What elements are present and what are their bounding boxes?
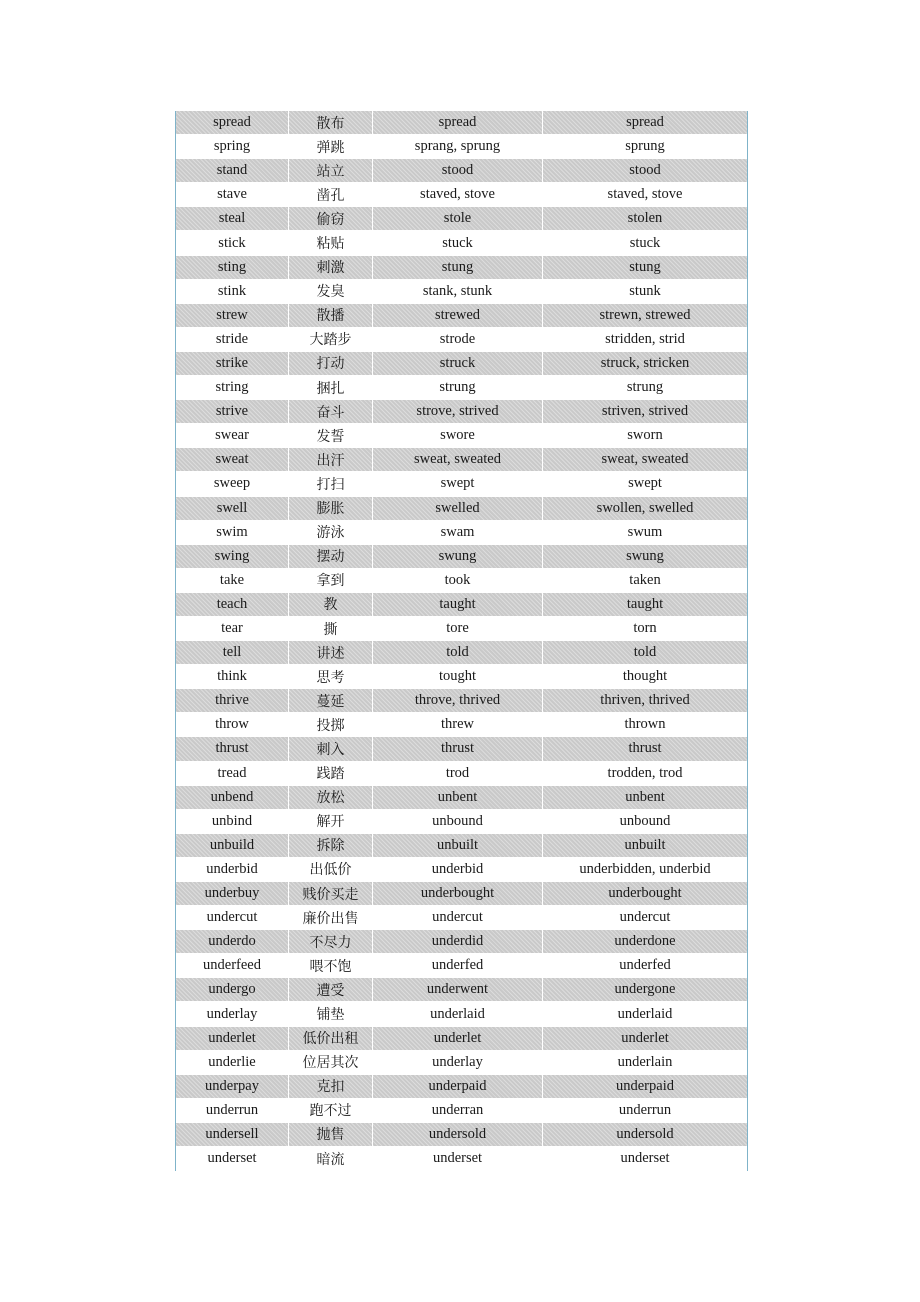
cell-base-form: swear — [176, 424, 289, 447]
table-row — [176, 231, 747, 255]
cell-base-form: string — [176, 376, 289, 399]
cell-base-form: stride — [176, 328, 289, 351]
cell-past-participle: taught — [543, 593, 747, 616]
cell-base-form: strew — [176, 304, 289, 327]
cell-past-tense: unbound — [373, 810, 543, 833]
cell-base-form: unbind — [176, 810, 289, 833]
cell-past-tense: took — [373, 569, 543, 592]
cell-base-form: thrive — [176, 689, 289, 712]
cell-base-form: underlie — [176, 1051, 289, 1074]
cell-past-participle: underpaid — [543, 1075, 747, 1098]
cell-base-form: underbid — [176, 858, 289, 881]
cell-meaning: 偷窃 — [289, 207, 373, 230]
cell-past-tense: underwent — [373, 978, 543, 1001]
cell-meaning: 位居其次 — [289, 1051, 373, 1074]
table-row — [176, 207, 747, 231]
cell-past-participle: strung — [543, 376, 747, 399]
cell-past-tense: underfed — [373, 954, 543, 977]
cell-past-tense: swam — [373, 521, 543, 544]
table-row — [176, 978, 747, 1002]
cell-base-form: underlay — [176, 1002, 289, 1025]
cell-meaning: 跑不过 — [289, 1099, 373, 1122]
table-row — [176, 1027, 747, 1051]
cell-base-form: swell — [176, 497, 289, 520]
cell-meaning: 蔓延 — [289, 689, 373, 712]
cell-past-tense: spread — [373, 111, 543, 134]
cell-meaning: 站立 — [289, 159, 373, 182]
cell-past-participle: unbuilt — [543, 834, 747, 857]
table-row — [176, 159, 747, 183]
cell-meaning: 刺入 — [289, 737, 373, 760]
cell-past-tense: trod — [373, 762, 543, 785]
cell-base-form: strive — [176, 400, 289, 423]
cell-past-tense: undersold — [373, 1123, 543, 1146]
table-row — [176, 569, 747, 593]
cell-past-participle: underlain — [543, 1051, 747, 1074]
cell-past-participle: underbidden, underbid — [543, 858, 747, 881]
cell-past-tense: strewed — [373, 304, 543, 327]
cell-past-tense: struck — [373, 352, 543, 375]
cell-base-form: stick — [176, 231, 289, 254]
cell-meaning: 铺垫 — [289, 1002, 373, 1025]
cell-meaning: 暗流 — [289, 1147, 373, 1170]
table-row — [176, 617, 747, 641]
cell-base-form: tell — [176, 641, 289, 664]
cell-meaning: 拿到 — [289, 569, 373, 592]
cell-past-tense: swore — [373, 424, 543, 447]
cell-past-participle: stung — [543, 256, 747, 279]
cell-base-form: swing — [176, 545, 289, 568]
table-row — [176, 1099, 747, 1123]
table-row — [176, 521, 747, 545]
cell-meaning: 膨胀 — [289, 497, 373, 520]
table-row — [176, 376, 747, 400]
cell-meaning: 遭受 — [289, 978, 373, 1001]
cell-past-participle: strewn, strewed — [543, 304, 747, 327]
cell-past-tense: underlaid — [373, 1002, 543, 1025]
cell-meaning: 散播 — [289, 304, 373, 327]
table-row — [176, 858, 747, 882]
cell-meaning: 投掷 — [289, 713, 373, 736]
cell-past-participle: taken — [543, 569, 747, 592]
cell-past-participle: unbent — [543, 786, 747, 809]
cell-base-form: steal — [176, 207, 289, 230]
cell-past-participle: struck, stricken — [543, 352, 747, 375]
cell-meaning: 教 — [289, 593, 373, 616]
cell-meaning: 解开 — [289, 810, 373, 833]
cell-past-participle: thriven, thrived — [543, 689, 747, 712]
cell-meaning: 不尽力 — [289, 930, 373, 953]
table-row — [176, 183, 747, 207]
cell-past-participle: swung — [543, 545, 747, 568]
cell-past-tense: underbought — [373, 882, 543, 905]
cell-meaning: 凿孔 — [289, 183, 373, 206]
cell-past-participle: sprung — [543, 135, 747, 158]
table-row — [176, 882, 747, 906]
cell-past-tense: underlay — [373, 1051, 543, 1074]
table-row — [176, 665, 747, 689]
cell-past-participle: spread — [543, 111, 747, 134]
cell-past-tense: unbuilt — [373, 834, 543, 857]
cell-meaning: 践踏 — [289, 762, 373, 785]
cell-past-participle: stuck — [543, 231, 747, 254]
cell-meaning: 游泳 — [289, 521, 373, 544]
cell-meaning: 打动 — [289, 352, 373, 375]
cell-base-form: thrust — [176, 737, 289, 760]
cell-past-tense: swung — [373, 545, 543, 568]
irregular-verb-table — [175, 111, 748, 1171]
cell-base-form: sweep — [176, 472, 289, 495]
table-row — [176, 737, 747, 761]
cell-past-tense: told — [373, 641, 543, 664]
cell-base-form: underlet — [176, 1027, 289, 1050]
cell-meaning: 弹跳 — [289, 135, 373, 158]
table-row — [176, 954, 747, 978]
cell-base-form: stand — [176, 159, 289, 182]
cell-meaning: 拆除 — [289, 834, 373, 857]
cell-meaning: 打扫 — [289, 472, 373, 495]
cell-past-tense: undercut — [373, 906, 543, 929]
cell-past-tense: thrust — [373, 737, 543, 760]
cell-meaning: 奋斗 — [289, 400, 373, 423]
cell-past-tense: taught — [373, 593, 543, 616]
table-row — [176, 786, 747, 810]
cell-meaning: 散布 — [289, 111, 373, 134]
cell-base-form: stink — [176, 280, 289, 303]
cell-past-participle: swept — [543, 472, 747, 495]
cell-meaning: 抛售 — [289, 1123, 373, 1146]
cell-past-participle: underfed — [543, 954, 747, 977]
cell-base-form: sting — [176, 256, 289, 279]
cell-past-participle: undergone — [543, 978, 747, 1001]
cell-past-participle: swum — [543, 521, 747, 544]
cell-base-form: sweat — [176, 448, 289, 471]
table-row — [176, 352, 747, 376]
cell-past-participle: striven, strived — [543, 400, 747, 423]
cell-past-tense: sprang, sprung — [373, 135, 543, 158]
table-row — [176, 713, 747, 737]
cell-past-tense: staved, stove — [373, 183, 543, 206]
cell-meaning: 克扣 — [289, 1075, 373, 1098]
cell-past-tense: stole — [373, 207, 543, 230]
cell-meaning: 出汗 — [289, 448, 373, 471]
table-row — [176, 135, 747, 159]
cell-base-form: teach — [176, 593, 289, 616]
cell-base-form: underpay — [176, 1075, 289, 1098]
table-row — [176, 256, 747, 280]
cell-meaning: 讲述 — [289, 641, 373, 664]
cell-meaning: 思考 — [289, 665, 373, 688]
table-row — [176, 280, 747, 304]
cell-base-form: take — [176, 569, 289, 592]
table-row — [176, 810, 747, 834]
cell-meaning: 廉价出售 — [289, 906, 373, 929]
cell-past-participle: underlet — [543, 1027, 747, 1050]
cell-base-form: undersell — [176, 1123, 289, 1146]
cell-past-participle: underlaid — [543, 1002, 747, 1025]
cell-past-participle: sweat, sweated — [543, 448, 747, 471]
table-row — [176, 304, 747, 328]
cell-meaning: 发誓 — [289, 424, 373, 447]
table-row — [176, 400, 747, 424]
cell-past-participle: undercut — [543, 906, 747, 929]
cell-past-participle: undersold — [543, 1123, 747, 1146]
cell-past-tense: tought — [373, 665, 543, 688]
cell-meaning: 出低价 — [289, 858, 373, 881]
table-row — [176, 424, 747, 448]
cell-past-participle: trodden, trod — [543, 762, 747, 785]
cell-past-tense: swept — [373, 472, 543, 495]
cell-past-tense: swelled — [373, 497, 543, 520]
cell-meaning: 贱价买走 — [289, 882, 373, 905]
cell-past-tense: tore — [373, 617, 543, 640]
cell-base-form: unbend — [176, 786, 289, 809]
table-row — [176, 1147, 747, 1171]
table-row — [176, 111, 747, 135]
table-row — [176, 930, 747, 954]
cell-past-participle: sworn — [543, 424, 747, 447]
cell-meaning: 发臭 — [289, 280, 373, 303]
table-row — [176, 448, 747, 472]
cell-past-participle: stolen — [543, 207, 747, 230]
cell-meaning: 喂不饱 — [289, 954, 373, 977]
cell-base-form: think — [176, 665, 289, 688]
cell-base-form: spring — [176, 135, 289, 158]
cell-meaning: 放松 — [289, 786, 373, 809]
cell-base-form: underset — [176, 1147, 289, 1170]
cell-past-tense: strove, strived — [373, 400, 543, 423]
cell-past-participle: told — [543, 641, 747, 664]
cell-past-participle: staved, stove — [543, 183, 747, 206]
cell-past-participle: thrown — [543, 713, 747, 736]
cell-base-form: tear — [176, 617, 289, 640]
cell-past-tense: underran — [373, 1099, 543, 1122]
cell-past-tense: strung — [373, 376, 543, 399]
table-row — [176, 593, 747, 617]
cell-past-participle: thought — [543, 665, 747, 688]
table-row — [176, 1002, 747, 1026]
cell-past-participle: underrun — [543, 1099, 747, 1122]
table-row — [176, 641, 747, 665]
table-row — [176, 689, 747, 713]
table-row — [176, 1123, 747, 1147]
table-row — [176, 545, 747, 569]
cell-past-tense: throve, thrived — [373, 689, 543, 712]
cell-past-tense: stung — [373, 256, 543, 279]
cell-past-tense: sweat, sweated — [373, 448, 543, 471]
cell-past-tense: strode — [373, 328, 543, 351]
cell-past-participle: stridden, strid — [543, 328, 747, 351]
cell-base-form: spread — [176, 111, 289, 134]
table-row — [176, 1051, 747, 1075]
cell-past-tense: unbent — [373, 786, 543, 809]
cell-base-form: tread — [176, 762, 289, 785]
cell-past-tense: underset — [373, 1147, 543, 1170]
cell-past-tense: underdid — [373, 930, 543, 953]
table-row — [176, 328, 747, 352]
cell-base-form: swim — [176, 521, 289, 544]
cell-base-form: unbuild — [176, 834, 289, 857]
table-row — [176, 472, 747, 496]
cell-past-tense: stood — [373, 159, 543, 182]
cell-base-form: undercut — [176, 906, 289, 929]
cell-past-tense: underbid — [373, 858, 543, 881]
cell-meaning: 低价出租 — [289, 1027, 373, 1050]
cell-meaning: 粘贴 — [289, 231, 373, 254]
cell-past-participle: underbought — [543, 882, 747, 905]
cell-past-participle: underset — [543, 1147, 747, 1170]
cell-past-tense: threw — [373, 713, 543, 736]
cell-base-form: throw — [176, 713, 289, 736]
cell-base-form: underfeed — [176, 954, 289, 977]
cell-past-participle: thrust — [543, 737, 747, 760]
cell-meaning: 大踏步 — [289, 328, 373, 351]
cell-past-tense: underpaid — [373, 1075, 543, 1098]
cell-base-form: stave — [176, 183, 289, 206]
cell-past-participle: swollen, swelled — [543, 497, 747, 520]
cell-base-form: strike — [176, 352, 289, 375]
cell-past-participle: stood — [543, 159, 747, 182]
cell-past-participle: underdone — [543, 930, 747, 953]
cell-past-participle: unbound — [543, 810, 747, 833]
table-row — [176, 834, 747, 858]
table-row — [176, 497, 747, 521]
cell-base-form: undergo — [176, 978, 289, 1001]
cell-base-form: underbuy — [176, 882, 289, 905]
cell-meaning: 摆动 — [289, 545, 373, 568]
table-row — [176, 906, 747, 930]
cell-past-tense: stuck — [373, 231, 543, 254]
cell-meaning: 撕 — [289, 617, 373, 640]
cell-past-participle: stunk — [543, 280, 747, 303]
cell-meaning: 捆扎 — [289, 376, 373, 399]
cell-past-tense: stank, stunk — [373, 280, 543, 303]
cell-base-form: underdo — [176, 930, 289, 953]
cell-past-tense: underlet — [373, 1027, 543, 1050]
cell-base-form: underrun — [176, 1099, 289, 1122]
cell-past-participle: torn — [543, 617, 747, 640]
table-row — [176, 762, 747, 786]
cell-meaning: 刺激 — [289, 256, 373, 279]
table-row — [176, 1075, 747, 1099]
